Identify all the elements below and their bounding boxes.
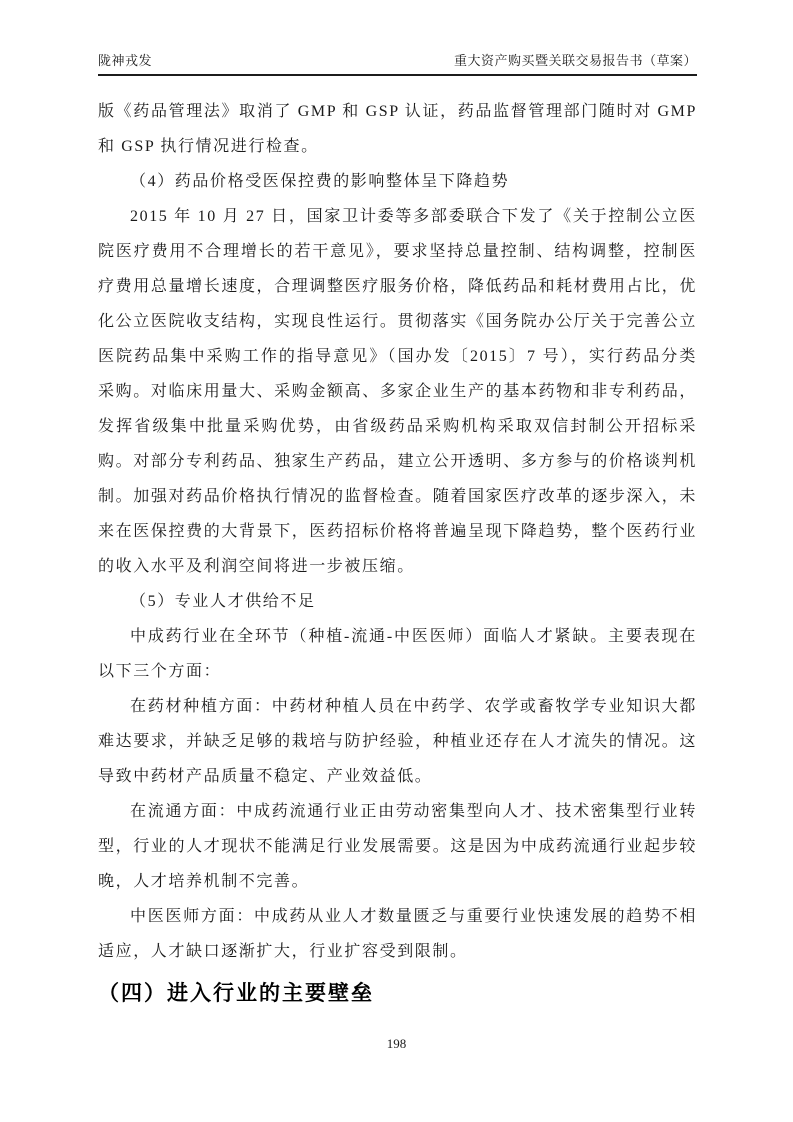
paragraph-herb-planting-talent: 在药材种植方面：中药材种植人员在中药学、农学或畜牧学专业知识大都难达要求，并缺乏足够的栽培与防护经验，种植业还存在人才流失的情况。这导致中药材产品质量不稳定、产业效益低。 — [98, 698, 697, 785]
page-header — [98, 50, 697, 76]
paragraph-medical-insurance-policy: 2015 年 10 月 27 日，国家卫计委等多部委联合下发了《关于控制公立医院医疗费用不合理增长的若干意见》，要求坚持总量控制、结构调整，控制医疗费用总量增长速度，合理调整医疗服务价格，降低药品和耗材费用占比，优化公立医院收支结构，实现良性运行。贯彻落实《国务院办公厅关于完善公立医院药品集中采购工作的指导意见》（国办发〔2015〕7 号），实行药品分类采购。对临床用量大、采购金额高、多家企业生产的基本药物和非专利药品，发挥省级集中批量采购优势，由省级药品采购机构采取双信封制公开招标采购。对部分专利药品、独家生产药品，建立公开透明、多方参与的价格谈判机制。加强对药品价格执行情况的监督检查。随着国家医疗改革的逐步深入，未来在医保控费的大背景下，医药招标价格将普遍呈现下降趋势，整个医药行业的收入水平及利润空间将进一步被压缩。 — [98, 208, 697, 575]
page-body — [98, 94, 697, 1015]
header-report-title: 重大资产购买暨关联交易报告书（草案） — [453, 53, 697, 68]
paragraph-gmp-gsp-continuation: 版《药品管理法》取消了 GMP 和 GSP 认证，药品监督管理部门随时对 GMP 和 GSP 执行情况进行检查。 — [98, 103, 697, 155]
section-heading-industry-barriers: （四）进入行业的主要壁垒 — [98, 982, 374, 1005]
page-number: 198 — [386, 1036, 407, 1051]
heading-item-4-drug-price: （4）药品价格受医保控费的影响整体呈下降趋势 — [130, 173, 510, 190]
page-footer — [0, 1036, 793, 1052]
paragraph-circulation-talent: 在流通方面：中成药流通行业正由劳动密集型向人才、技术密集型行业转型，行业的人才现状不能满足行业发展需要。这是因为中成药流通行业起步较晚，人才培养机制不完善。 — [98, 803, 697, 890]
heading-item-5-talent-shortage: （5）专业人才供给不足 — [130, 593, 316, 610]
paragraph-tcm-doctor-talent: 中医医师方面：中成药从业人才数量匮乏与重要行业快速发展的趋势不相适应，人才缺口逐渐扩大，行业扩容受到限制。 — [98, 908, 697, 960]
header-company-name: 陇神戎发 — [98, 53, 153, 68]
paragraph-talent-overview: 中成药行业在全环节（种植-流通-中医医师）面临人才紧缺。主要表现在以下三个方面： — [98, 628, 697, 680]
